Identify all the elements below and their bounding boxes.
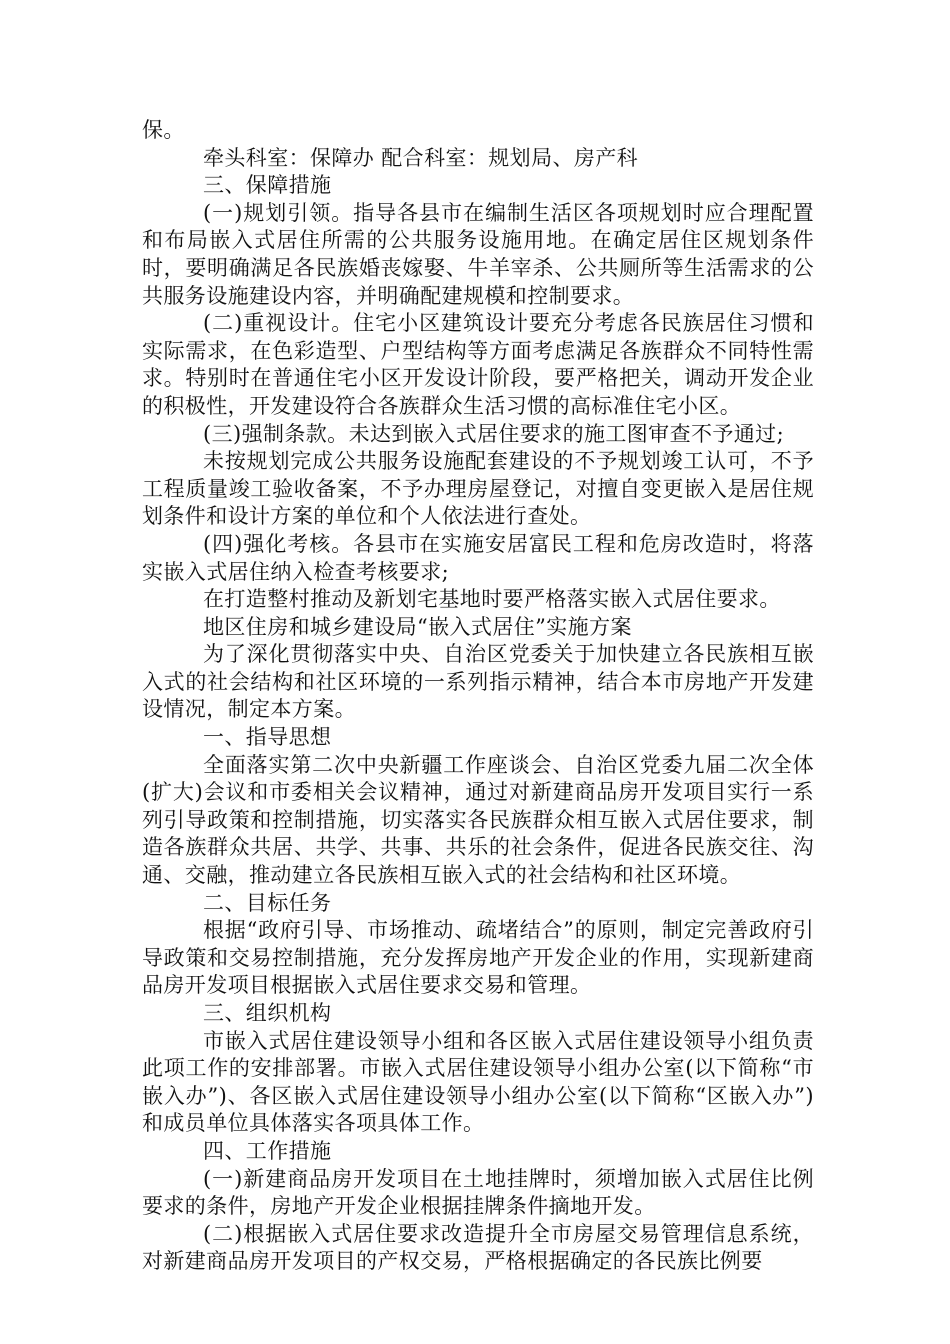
paragraph: (四)强化考核。各县市在实施安居富民工程和危房改造时，将落实嵌入式居住纳入检查考核要求;: [142, 531, 814, 584]
paragraph: 牵头科室：保障办 配合科室：规划局、房产科: [203, 145, 639, 170]
paragraph: (二)重视设计。住宅小区建筑设计要充分考虑各民族居住习惯和实际需求，在色彩造型、户型结构等方面考虑满足各族群众不同特性需求。特别时在普通住宅小区开发设计阶段，要严格把关，调动开发企业的积极性，开发建设符合各族群众生活习惯的高标准住宅小区。: [142, 311, 814, 418]
paragraph: 全面落实第二次中央新疆工作座谈会、自治区党委九届二次全体(扩大)会议和市委相关会议精神，通过对新建商品房开发项目实行一系列引导政策和控制措施，切实落实各民族群众相互嵌入式居住要求，制造各族群众共居、共学、共事、共乐的社会条件，促进各民族交往、沟通、交融，推动建立各民族相互嵌入式的社会结构和社区环境。: [142, 752, 814, 888]
paragraph: 地区住房和城乡建设局“嵌入式居住”实施方案: [203, 614, 632, 639]
paragraph: (三)强制条款。未达到嵌入式居住要求的施工图审查不予通过;: [203, 421, 785, 446]
paragraph: 在打造整村推动及新划宅基地时要严格落实嵌入式居住要求。: [203, 587, 781, 612]
paragraph: 二、目标任务: [203, 890, 332, 915]
paragraph: 三、保障措施: [203, 173, 332, 198]
paragraph: 保。: [142, 118, 185, 142]
paragraph: 三、组织机构: [203, 1001, 332, 1025]
document-body: [142, 117, 814, 1276]
paragraph: 一、指导思想: [203, 725, 332, 750]
paragraph: 根据“政府引导、市场推动、疏堵结合”的原则，制定完善政府引导政策和交易控制措施，充分发挥房地产开发企业的作用，实现新建商品房开发项目根据嵌入式居住要求交易和管理。: [142, 918, 814, 998]
paragraph: 未按规划完成公共服务设施配套建设的不予规划竣工认可，不予工程质量竣工验收备案，不予办理房屋登记，对擅自变更嵌入是居住规划条件和设计方案的单位和个人依法进行查处。: [142, 449, 814, 529]
paragraph: (一)新建商品房开发项目在土地挂牌时，须增加嵌入式居住比例要求的条件，房地产开发企业根据挂牌条件摘地开发。: [142, 1166, 814, 1219]
paragraph: 市嵌入式居住建设领导小组和各区嵌入式居住建设领导小组负责此项工作的安排部署。市嵌入式居住建设领导小组办公室(以下简称“市嵌入办”)、各区嵌入式居住建设领导小组办公室(以下简称“区嵌入办”)和成员单位具体落实各项具体工作。: [142, 1028, 814, 1136]
paragraph: 四、工作措施: [203, 1138, 332, 1163]
paragraph: (二)根据嵌入式居住要求改造提升全市房屋交易管理信息系统，对新建商品房开发项目的产权交易，严格根据确定的各民族比例要: [142, 1221, 814, 1274]
paragraph: (一)规划引领。指导各县市在编制生活区各项规划时应合理配置和布局嵌入式居住所需的公共服务设施用地。在确定居住区规划条件时，要明确满足各民族婚丧嫁娶、牛羊宰杀、公共厕所等生活需求的公共服务设施建设内容，并明确配建规模和控制要求。: [142, 200, 814, 308]
paragraph: 为了深化贯彻落实中央、自治区党委关于加快建立各民族相互嵌入式的社会结构和社区环境的一系列指示精神，结合本市房地产开发建设情况，制定本方案。: [142, 642, 814, 722]
